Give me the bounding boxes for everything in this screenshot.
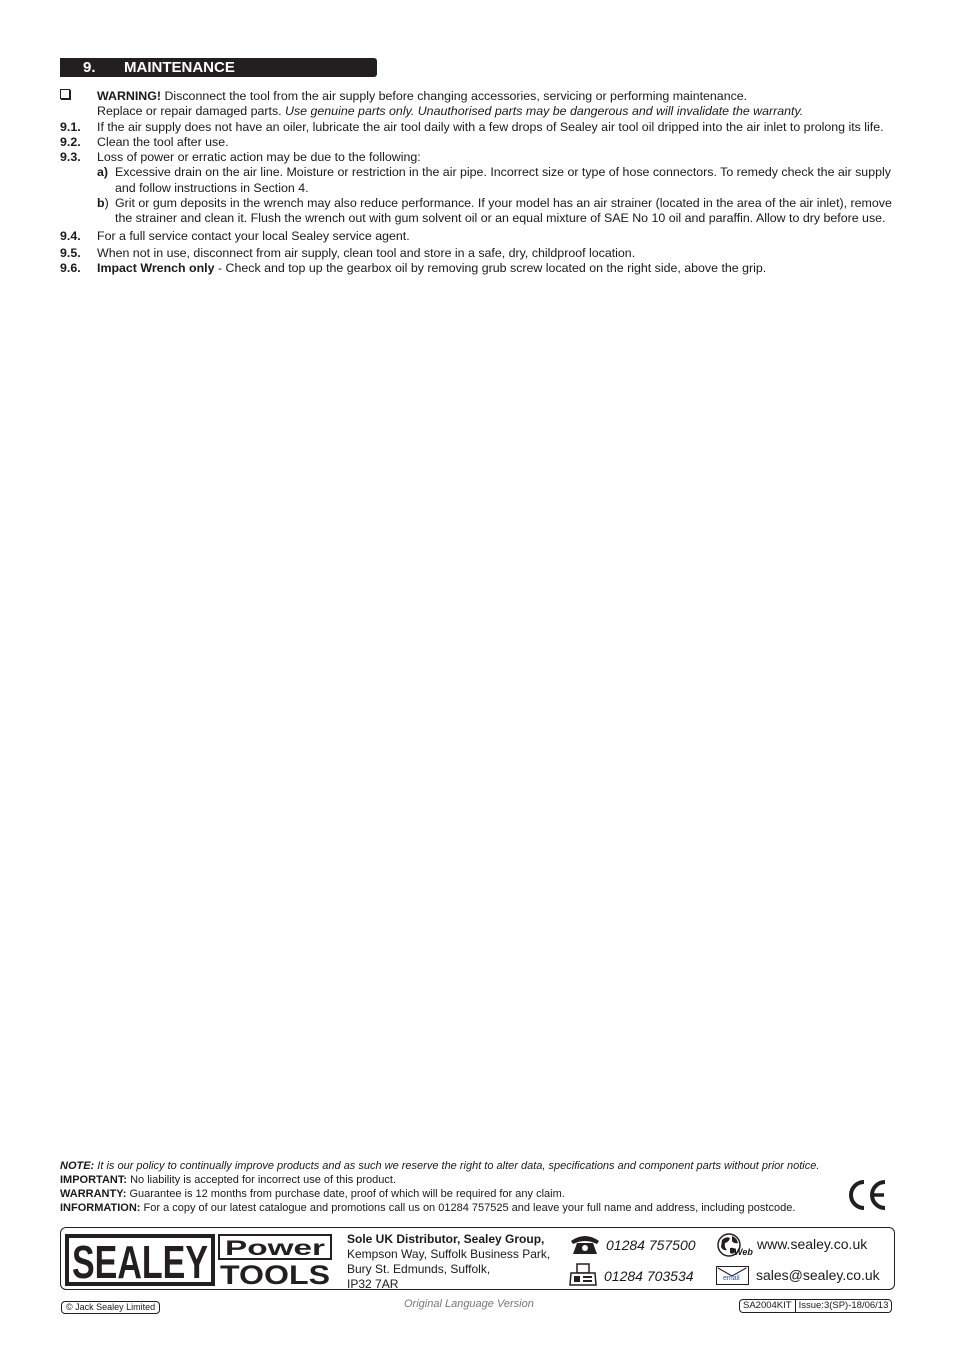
svg-text:TOOLS: TOOLS xyxy=(220,1260,330,1286)
web-badge: Web xyxy=(734,1247,753,1257)
sealey-logo xyxy=(65,1234,215,1286)
information-label: INFORMATION: xyxy=(60,1202,141,1214)
telephone-icon xyxy=(569,1233,601,1255)
note-label: NOTE: xyxy=(60,1160,95,1172)
checkbox-icon xyxy=(60,89,70,104)
item-number: 9.3. xyxy=(60,150,81,165)
item-bold: Impact Wrench only xyxy=(97,261,215,276)
document-issue xyxy=(739,1299,892,1313)
section-heading xyxy=(60,58,377,77)
original-language-note: Original Language Version xyxy=(404,1298,534,1310)
svg-text:SEALEY: SEALEY xyxy=(72,1236,208,1286)
item-text: Clean the tool after use. xyxy=(97,134,229,149)
section-title: MAINTENANCE xyxy=(124,59,235,76)
email-envelope-icon xyxy=(716,1266,749,1285)
distributor-address: Sole UK Distributor, Sealey Group, Kempson Way, Suffolk Business Park, Bury St. Edmunds, Suffolk, IP32 7AR xyxy=(347,1232,551,1291)
item-9-5 xyxy=(60,246,898,261)
sub-item-label: a) xyxy=(97,165,109,180)
item-number: 9.2. xyxy=(60,134,81,149)
fax-number[interactable]: 01284 703534 xyxy=(604,1268,694,1284)
footer-notes xyxy=(60,1159,850,1215)
power-tools-logo xyxy=(218,1234,332,1286)
item-text: If the air supply does not have an oiler, lubricate the air tool daily with a few drops of Sealey air tool oil dripped into the air inlet to prolong its life. xyxy=(97,119,884,134)
phone-number[interactable]: 01284 757500 xyxy=(606,1237,696,1253)
warranty-text: Guarantee is 12 months from purchase date, proof of which will be required for any claim. xyxy=(126,1188,565,1200)
item-9-1 xyxy=(60,120,898,135)
warning-italic: Use genuine parts only. Unauthorised parts may be dangerous and will invalidate the warranty. xyxy=(285,104,804,119)
item-number: 9.1. xyxy=(60,119,81,134)
item-9-2 xyxy=(60,135,898,150)
item-9-3 xyxy=(60,150,898,165)
information-text: For a copy of our latest catalogue and promotions call us on 01284 757525 and leave your full name and address, including postcode. xyxy=(140,1202,796,1214)
item-number: 9.5. xyxy=(60,245,81,260)
warning-line2: Replace or repair damaged parts. xyxy=(97,104,286,119)
warning-label: WARNING! xyxy=(97,89,162,103)
website-link[interactable]: www.sealey.co.uk xyxy=(757,1236,868,1252)
maintenance-list xyxy=(60,89,898,277)
warning-text: Disconnect the tool from the air supply before changing accessories, servicing or performing maintenance. xyxy=(161,89,748,103)
item-9-4 xyxy=(60,229,898,244)
email-link[interactable]: sales@sealey.co.uk xyxy=(756,1267,880,1283)
copyright-notice: © Jack Sealey Limited xyxy=(61,1301,160,1314)
document-code: SA2004KIT xyxy=(743,1300,792,1311)
important-text: No liability is accepted for incorrect use of this product. xyxy=(127,1174,397,1186)
section-number: 9. xyxy=(83,59,96,76)
ce-mark-icon xyxy=(845,1178,889,1212)
warning-item xyxy=(60,89,898,120)
fax-icon xyxy=(569,1263,597,1287)
warranty-label: WARRANTY: xyxy=(60,1188,127,1200)
contact-footer xyxy=(60,1227,895,1290)
sub-item-label: b) xyxy=(97,196,109,211)
item-number: 9.6. xyxy=(60,261,81,276)
item-text: - Check and top up the gearbox oil by removing grub screw located on the right side, above the grip. xyxy=(214,261,767,276)
issue-date: Issue:3(SP)-18/06/13 xyxy=(795,1300,892,1312)
item-text: Loss of power or erratic action may be due to the following: xyxy=(97,150,421,165)
note-text: It is our policy to continually improve products and as such we reserve the right to alter data, specifications and component parts without prior notice. xyxy=(94,1160,820,1172)
item-9-6 xyxy=(60,261,898,276)
sub-item-text: Excessive drain on the air line. Moisture or restriction in the air pipe. Incorrect size or type of hose connectors. To remedy check the air supply and follow instructions in Section 4. xyxy=(115,165,891,195)
svg-text:Power: Power xyxy=(225,1237,325,1260)
important-label: IMPORTANT: xyxy=(60,1174,128,1186)
email-badge: email xyxy=(723,1275,740,1282)
item-text: For a full service contact your local Sealey service agent. xyxy=(97,228,410,243)
web-globe-icon xyxy=(716,1232,756,1260)
item-9-3-b xyxy=(60,196,898,227)
sub-item-text: Grit or gum deposits in the wrench may also reduce performance. If your model has an air strainer (located in the area of the air inlet), remove the strainer and clean it. Flush the wrench out with gum solvent oil or an equal mixture of SAE No 10 oil and paraffin. Allow to dry before use. xyxy=(115,196,892,226)
item-9-3-a xyxy=(60,165,898,196)
item-number: 9.4. xyxy=(60,228,81,243)
item-text: When not in use, disconnect from air supply, clean tool and store in a safe, dry, childproof location. xyxy=(97,245,636,260)
